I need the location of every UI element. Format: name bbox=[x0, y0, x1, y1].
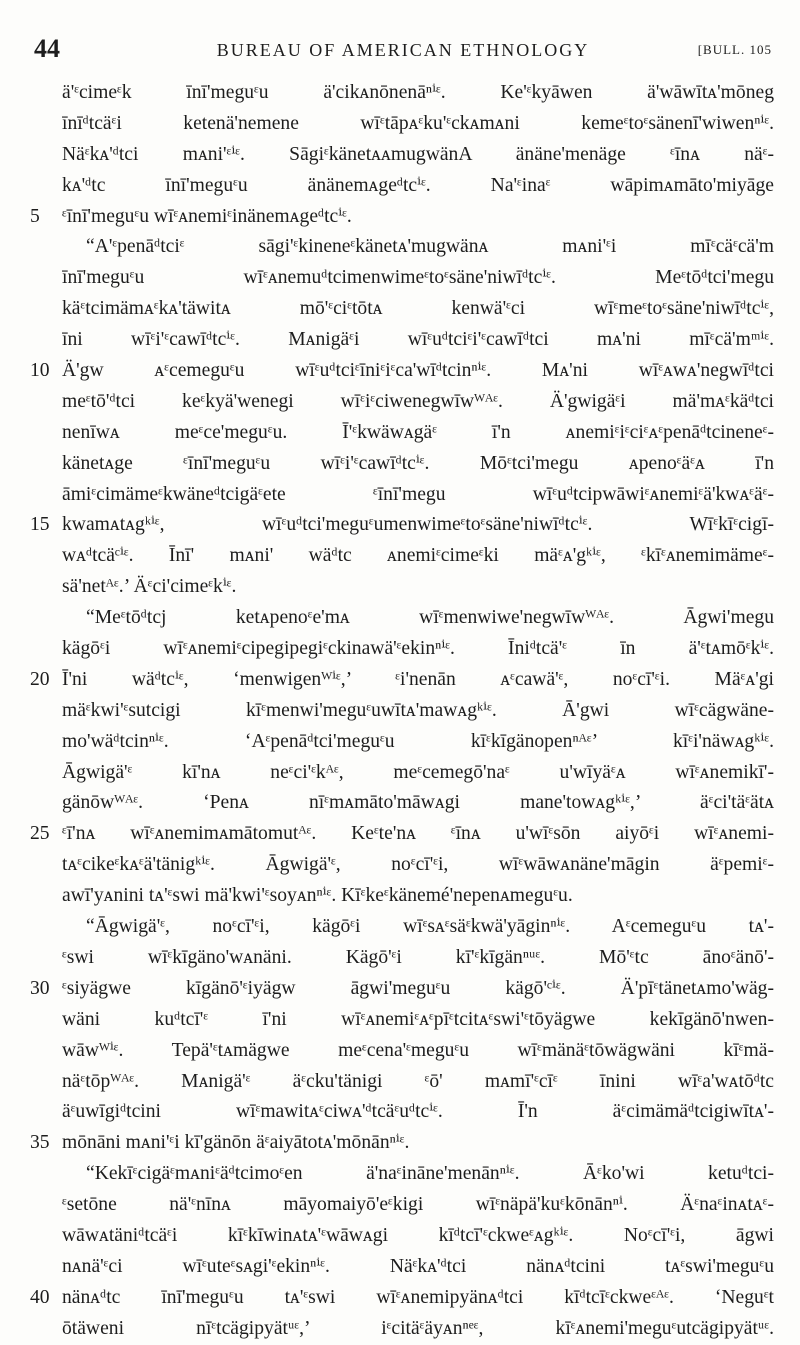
running-head: BUREAU OF AMERICAN ETHNOLOGY bbox=[216, 40, 590, 60]
text-line bbox=[62, 449, 774, 480]
line-number: 20 bbox=[30, 668, 50, 690]
line-text: tᴀᵋcikeᵋkᴀᵋä'tänigᵏⁱᵋ. Āgwigä'ᵋ, noᵋcī'ᵋi, wīᵋwāwᴀnäne'māgin äᵋpemiᵋ- bbox=[62, 854, 774, 876]
line-text: “Āgwigä'ᵋ, noᵋcī'ᵋi, kägōᵋi wīᵋsᴀᵋsäᵋkwä'yāginⁿⁱᵋ. Aᵋcemeguᵋu tᴀ'- bbox=[86, 916, 774, 938]
line-text: Ī'ni wäᵈtcⁱᵋ, ‘menwigenᵂⁱᵋ,’ ᵋi'nenān ᴀᵋcawä'ᵋ, noᵋcī'ᵋi. Mäᵋᴀ'gi bbox=[62, 668, 774, 690]
text-line bbox=[62, 850, 774, 881]
text-line bbox=[30, 510, 774, 541]
line-text: nenīwᴀ meᵋce'meguᵋu. Ī'ᵋkwäwᴀgäᵋ ī'n ᴀnemiᵋiᵋciᵋᴀᵋpenāᵈtcineneᵋ- bbox=[62, 421, 774, 443]
text-line bbox=[30, 1283, 774, 1314]
line-number: 40 bbox=[30, 1286, 50, 1308]
text-line bbox=[62, 1159, 774, 1190]
line-text: ᵋswi wīᵋkīgäno'wᴀnäni. Kägō'ᵋi kī'ᵋkīgänⁿᵘᵋ. Mō'ᵋtc ānoᵋänō'- bbox=[62, 946, 774, 968]
line-text: gänōwᵂᴬᵋ. ‘Penᴀ nīᵋmᴀmāto'māwᴀgi mane'towᴀgᵏⁱᵋ,’ äᵋci'täᵋätᴀ bbox=[62, 792, 774, 814]
line-text: “Meᵋtōᵈtcj ketᴀpenoᵋe'mᴀ wīᵋmenwiwe'negwīwᵂᴬᵋ. Āgwi'megu bbox=[86, 607, 774, 629]
text-line bbox=[62, 1314, 774, 1345]
line-text: “A'ᵋpenāᵈtciᵋ sāgi'ᵋkineneᵋkänetᴀ'mugwänᴀ mᴀni'ᵋi mīᵋcäᵋcä'm bbox=[86, 236, 774, 258]
text-line bbox=[62, 912, 774, 943]
line-number: 15 bbox=[30, 514, 50, 536]
line-text: ᵋsiyägwe kīgänō'ᵋiyägw āgwi'meguᵋu kägō'ᶜⁱᵋ. Ä'pīᵋtänetᴀmo'wäg- bbox=[62, 977, 774, 999]
line-text: mäᵋkwi'ᵋsutcigi kīᵋmenwi'meguᵋuwītᴀ'mawᴀgᵏⁱᵋ. Ā'gwi wīᵋcägwäne- bbox=[62, 699, 774, 721]
text-line bbox=[62, 634, 774, 665]
text-line bbox=[62, 758, 774, 789]
bulletin-label: [BULL. 105 bbox=[697, 42, 772, 57]
line-text: Āgwigä'ᵋ kī'nᴀ neᵋci'ᵋkᴬᵋ, meᵋcemegō'naᵋ u'wīyäᵋᴀ wīᵋᴀnemikī'- bbox=[62, 761, 774, 783]
text-line bbox=[62, 1190, 774, 1221]
text-line bbox=[62, 325, 774, 356]
line-text: ᵋsetōne nä'ᵋnīnᴀ māyomaiyō'eᵋkigi wīᵋnäpä'kuᵋkōnānⁿⁱ. Äᵋnaᵋinᴀtᴀᵋ- bbox=[62, 1194, 774, 1216]
line-text: īnīᵈtcäᵋi ketenä'nemene wīᵋtāpᴀᵋku'ᵋckᴀmᴀni kemeᵋtoᵋsänenī'wiwenⁿⁱᵋ. bbox=[62, 112, 774, 134]
line-text: kägōᵋi wīᵋᴀnemiᵋcipegipegiᵋckinawä'ᵋekinⁿⁱᵋ. Īniᵈtcä'ᵋ īn ä'ᵋtᴀmōᵋkⁱᵋ. bbox=[62, 638, 774, 660]
text-line bbox=[62, 294, 774, 325]
line-text: īni wīᵋi'ᵋcawīᵈtcⁱᵋ. Mᴀnigäᵋi wīᵋuᵈtciᵋi'ᵋcawīᵈtci mᴀ'ni mīᵋcä'mᵐⁱᵋ. bbox=[62, 329, 774, 351]
text-line bbox=[62, 387, 774, 418]
text-line bbox=[62, 572, 774, 603]
page-header bbox=[34, 34, 772, 64]
line-text: äᵋuwīgiᵈtcini wīᵋmawitᴀᵋciwᴀ'ᵈtcäᵋuᵈtcⁱᵋ. Ī'n äᵋcimämäᵈtcigiwītᴀ'- bbox=[62, 1101, 774, 1123]
line-text: wāwᵂⁱᵋ. Tepä'ᵋtᴀmägwe meᵋcena'ᵋmeguᵋu wīᵋmänäᵋtōwägwäni kīᵋmä- bbox=[62, 1039, 774, 1061]
text-line bbox=[62, 109, 774, 140]
text-line bbox=[62, 232, 774, 263]
line-text: awī'yᴀnini tᴀ'ᵋswi mä'kwi'ᵋsoyᴀnⁿⁱᵋ. Kīᵋkeᵋkänemé'nepenᴀmeguᵋu. bbox=[62, 885, 573, 907]
text-line bbox=[30, 665, 774, 696]
line-number: 35 bbox=[30, 1132, 50, 1154]
line-text: nᴀnä'ᵋci wīᵋuteᵋsᴀgi'ᵋekinⁿⁱᵋ. Näᵋkᴀ'ᵈtci nänᴀᵈtcini tᴀᵋswi'meguᵋu bbox=[62, 1255, 774, 1277]
line-text: “Kekīᵋcigäᵋmᴀniᵋäᵈtcimoᵋen ä'naᵋināne'menānⁿⁱᵋ. Āᵋko'wi ketuᵈtci- bbox=[86, 1163, 774, 1185]
line-text: kwamᴀtᴀgᵏⁱᵋ, wīᵋuᵈtci'meguᵋumenwimeᵋtoᵋsäne'niwīᵈtcⁱᵋ. Wīᵋkīᵋcigī- bbox=[62, 514, 774, 536]
text-line bbox=[62, 140, 774, 171]
line-text: meᵋtō'ᵈtci keᵋkyä'wenegi wīᵋiᵋciwenegwīwᵂᴬᵋ. Ä'gwigäᵋi mä'mᴀᵋkäᵈtci bbox=[62, 390, 774, 412]
line-text: īnī'meguᵋu wīᵋᴀnemuᵈtcimenwimeᵋtoᵋsäne'niwīᵈtcⁱᵋ. Meᵋtōᵈtci'megu bbox=[62, 267, 774, 289]
line-text: wäni kuᵈtcī'ᵋ ī'ni wīᵋᴀnemiᵋᴀᵋpīᵋtcitᴀᵋswi'ᵋtōyägwe kekīgänō'nwen- bbox=[62, 1008, 774, 1030]
line-text: ä'ᵋcimeᵋk īnī'meguᵋu ä'cikᴀnōnenāⁿⁱᵋ. Ke'ᵋkyāwen ä'wāwītᴀ'mōneg bbox=[62, 82, 774, 103]
line-text: ᵋī'nᴀ wīᵋᴀnemimᴀmātomutᴬᵋ. Keᵋte'nᴀ ᵋīnᴀ u'wīᵋsōn aiyōᵋi wīᵋᴀnemi- bbox=[62, 823, 774, 845]
text-line bbox=[30, 356, 774, 387]
text-line bbox=[62, 418, 774, 449]
text-line bbox=[62, 788, 774, 819]
text-line bbox=[62, 943, 774, 974]
text-line bbox=[62, 1005, 774, 1036]
text-line bbox=[30, 819, 774, 850]
line-text: mōnāni mᴀni'ᵋi kī'gänōn äᵋaiyātotᴀ'mōnānⁿⁱᵋ. bbox=[62, 1132, 410, 1154]
text-line bbox=[30, 1128, 774, 1159]
line-number: 30 bbox=[30, 977, 50, 999]
text-line bbox=[62, 1221, 774, 1252]
text-line bbox=[62, 263, 774, 294]
text-line bbox=[62, 1097, 774, 1128]
text-line bbox=[62, 603, 774, 634]
line-number: 10 bbox=[30, 360, 50, 382]
line-text: känetᴀge ᵋīnī'meguᵋu wīᵋi'ᵋcawīᵈtcⁱᵋ. Mōᵋtci'megu ᴀpenoᵋäᵋᴀ ī'n bbox=[62, 452, 774, 474]
page-body bbox=[30, 78, 774, 1345]
line-number: 5 bbox=[30, 205, 40, 227]
text-line bbox=[62, 1036, 774, 1067]
text-line bbox=[62, 78, 774, 109]
line-text: āmiᵋcimämeᵋkwäneᵈtcigäᵋete ᵋīnī'megu wīᵋuᵈtcipwāwiᵋᴀnemiᵋä'kwᴀᵋäᵋ- bbox=[62, 483, 774, 505]
page-number: 44 bbox=[34, 34, 60, 63]
text-line bbox=[62, 541, 774, 572]
text-line bbox=[62, 881, 774, 912]
text-line bbox=[62, 696, 774, 727]
text-line bbox=[62, 727, 774, 758]
line-text: ᵋīnī'meguᵋu wīᵋᴀnemiᵋinänemᴀgeᵈtcⁱᵋ. bbox=[62, 205, 352, 227]
line-text: Näᵋkᴀ'ᵈtci mᴀni'ᵋⁱᵋ. SāgiᵋkänetᴀᴀmugwänA änäne'menäge ᵋīnᴀ näᵋ- bbox=[62, 143, 774, 165]
text-line bbox=[62, 480, 774, 511]
text-line bbox=[30, 202, 774, 233]
text-line bbox=[62, 1252, 774, 1283]
line-text: wᴀᵈtcäᶜⁱᵋ. Īnī' mᴀni' wäᵈtc ᴀnemiᵋcimeᵋki mäᵋᴀ'gᵏⁱᵋ, ᵋkīᵋᴀnemimämeᵋ- bbox=[62, 545, 774, 567]
line-text: näᵋtōpᵂᴬᵋ. Mᴀnigä'ᵋ äᵋcku'tänigi ᵋō' mᴀmī'ᵋcīᵋ īnini wīᵋa'wᴀtōᵈtc bbox=[62, 1070, 774, 1092]
text-line bbox=[62, 171, 774, 202]
line-text: Ä'gw ᴀᵋcemeguᵋu wīᵋuᵈtciᵋīniᵋiᵋca'wīᵈtcinⁿⁱᵋ. Mᴀ'ni wīᵋᴀwᴀ'negwīᵈtci bbox=[62, 360, 774, 382]
line-text: ōtäweni nīᵋtcägipyätᵘᵋ,’ iᵋcitäᵋäyᴀnⁿᵉᵋ, kīᵋᴀnemi'meguᵋutcägipyätᵘᵋ. bbox=[62, 1317, 774, 1339]
line-text: mo'wäᵈtcinⁿⁱᵋ. ‘Aᵋpenāᵈtci'meguᵋu kīᵋkīgänopenⁿᴬᵋ’ kīᵋi'näwᴀgᵏⁱᵋ. bbox=[62, 730, 774, 752]
line-text: kᴀ'ᵈtc īnī'meguᵋu änänemᴀgeᵈtcⁱᵋ. Na'ᵋinaᵋ wāpimᴀmāto'miyāge bbox=[62, 174, 774, 196]
text-line bbox=[62, 1067, 774, 1098]
text-line bbox=[30, 974, 774, 1005]
line-text: nänᴀᵈtc īnī'meguᵋu tᴀ'ᵋswi wīᵋᴀnemipyänᴀᵈtci kīᵈtcīᵋckweᵋᴬᵋ. ‘Neguᵋt bbox=[62, 1286, 774, 1308]
line-text: sä'netᴬᵋ.’ Äᵋci'cimeᵋkⁱᵋ. bbox=[62, 576, 237, 598]
line-text: wāwᴀtäniᵈtcäᵋi kīᵋkīwinᴀtᴀ'ᵋwāwᴀgi kīᵈtcī'ᵋckweᵋᴀgᵏⁱᵋ. Noᵋcī'ᵋi, āgwi bbox=[62, 1224, 774, 1246]
line-text: käᵋtcimämᴀᵋkᴀ'täwitᴀ mō'ᵋciᵋtōtᴀ kenwä'ᵋci wīᵋmeᵋtoᵋsäne'niwīᵈtcⁱᵋ, bbox=[62, 298, 774, 320]
line-number: 25 bbox=[30, 823, 50, 845]
